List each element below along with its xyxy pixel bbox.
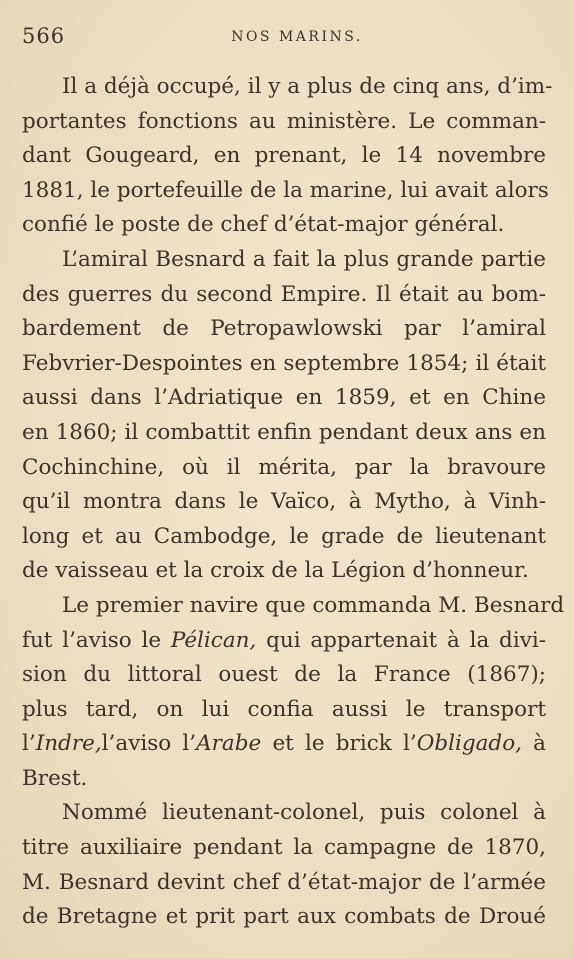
text-segment: qui appartenait à la divi-: [266, 627, 546, 653]
page-number: 566: [22, 24, 66, 48]
ship-name-indre: Indre,: [35, 731, 102, 757]
text-segment: fut l’aviso le: [22, 627, 162, 653]
text-line: portantes fonctions au ministère. Le comman-: [22, 108, 546, 134]
text-line: dant Gougeard, en prenant, le 14 novembre: [22, 143, 546, 169]
text-line: de Bretagne et prit part aux combats de Droué: [22, 904, 546, 930]
text-line: de vaisseau et la croix de la Légion d’honneur.: [22, 558, 529, 584]
paragraph-1: [22, 70, 553, 243]
paragraph-4: [22, 796, 546, 934]
text-line: Le premier navire que commanda M. Besnard: [62, 592, 565, 618]
text-line: Cochinchine, où il mérita, par la bravoure: [22, 454, 546, 480]
ship-name-obligado: Obligado,: [416, 731, 522, 757]
text-line: plus tard, on lui confia aussi le transport: [22, 696, 546, 722]
text-line: [22, 727, 546, 762]
text-line: bardement de Petropawlowski par l’amiral: [22, 316, 546, 342]
text-line: Febvrier-Despointes en septembre 1854; il était: [22, 350, 546, 376]
text-segment: et le brick l’: [272, 731, 417, 757]
text-line: titre auxiliaire pendant la campagne de 1870,: [22, 835, 546, 861]
text-line: [22, 624, 546, 659]
text-segment: à: [533, 731, 546, 757]
text-line: 1881, le portefeuille de la marine, lui avait alors: [22, 177, 549, 203]
text-line: des guerres du second Empire. Il était au bom-: [22, 281, 546, 307]
running-head: NOS MARINS.: [231, 29, 363, 45]
text-line: confié le poste de chef d’état-major général.: [22, 212, 505, 238]
text-line: en 1860; il combattit enfin pendant deux ans en: [22, 419, 546, 445]
text-line: Nommé lieutenant-colonel, puis colonel à: [62, 800, 546, 826]
text-segment: l’aviso l’: [101, 731, 197, 757]
text-line: M. Besnard devint chef d’état-major de l’armée: [22, 869, 546, 895]
text-line: qu’il montra dans le Vaïco, à Mytho, à Vinh-: [22, 489, 546, 515]
ship-name-pelican: Pélican,: [170, 627, 257, 653]
body-text: [22, 70, 565, 935]
text-line: aussi dans l’Adriatique en 1859, et en Chine: [22, 385, 546, 411]
ship-name-arabe: Arabe: [196, 731, 262, 757]
text-segment: l’: [22, 731, 36, 757]
text-line: L’amiral Besnard a fait la plus grande partie: [62, 246, 546, 272]
paragraph-2: [22, 243, 546, 589]
text-line: sion du littoral ouest de la France (1867);: [22, 662, 546, 688]
page-header: [22, 24, 552, 52]
text-line: long et au Cambodge, le grade de lieutenant: [22, 523, 546, 549]
paragraph-3: [22, 589, 565, 797]
text-line: Brest.: [22, 765, 88, 791]
text-line: Il a déjà occupé, il y a plus de cinq ans, d’im-: [62, 74, 553, 99]
